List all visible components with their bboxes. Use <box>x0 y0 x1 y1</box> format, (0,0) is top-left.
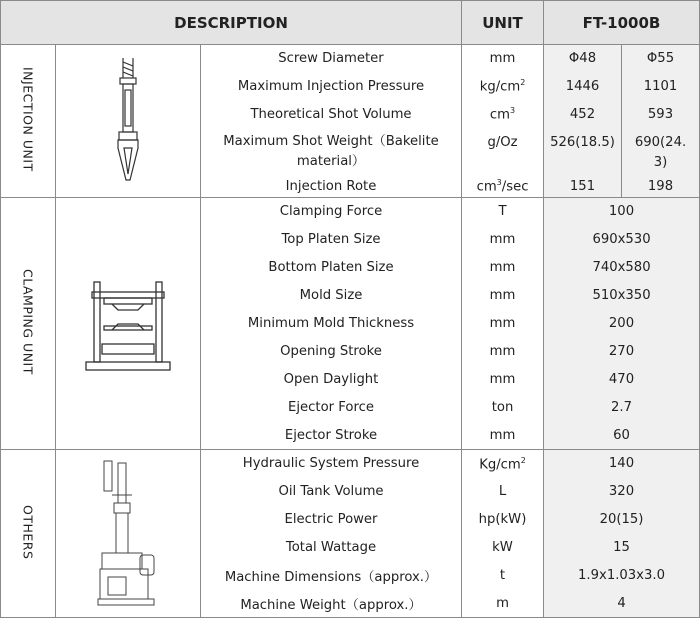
unit-cell: L <box>462 478 544 506</box>
unit-cell: $cm^3$ <box>462 101 544 129</box>
desc-cell: Theoretical Shot Volume <box>201 101 462 129</box>
desc-cell: Ejector Stroke <box>201 422 462 450</box>
value-cell: 470 <box>544 366 700 394</box>
desc-cell: Injection Rote <box>201 176 462 198</box>
value-cell: 15 <box>544 534 700 562</box>
desc-cell: Mold Size <box>201 282 462 310</box>
unit-cell: T <box>462 198 544 226</box>
unit-cell: mm <box>462 282 544 310</box>
value-cell: 526(18.5) <box>544 129 622 176</box>
value-cell: 593 <box>622 101 700 129</box>
unit-header: UNIT <box>462 1 544 45</box>
unit-cell: mm <box>462 226 544 254</box>
table-row <box>1 45 700 73</box>
desc-cell: Clamping Force <box>201 198 462 226</box>
injection-screw-image <box>56 45 201 198</box>
machine-image <box>56 450 201 618</box>
clamping-unit-image <box>56 198 201 450</box>
unit-cell: mm <box>462 338 544 366</box>
value-cell: 100 <box>544 198 700 226</box>
unit-cell: kW <box>462 534 544 562</box>
value-cell: 1101 <box>622 73 700 101</box>
value-cell: Φ55 <box>622 45 700 73</box>
unit-cell: mm <box>462 254 544 282</box>
desc-cell: Total Wattage <box>201 534 462 562</box>
value-cell: 690x530 <box>544 226 700 254</box>
value-cell: 20(15) <box>544 506 700 534</box>
value-cell: 452 <box>544 101 622 129</box>
value-cell: 1446 <box>544 73 622 101</box>
value-cell: 60 <box>544 422 700 450</box>
desc-cell: Maximum Injection Pressure <box>201 73 462 101</box>
desc-cell: Electric Power <box>201 506 462 534</box>
unit-cell: $kg/cm^2$ <box>462 73 544 101</box>
unit-cell: t <box>462 562 544 590</box>
unit-cell: hp(kW) <box>462 506 544 534</box>
unit-cell: mm <box>462 366 544 394</box>
value-cell: 320 <box>544 478 700 506</box>
desc-cell: Machine Dimensions（approx.） <box>201 562 462 590</box>
desc-cell: Open Daylight <box>201 366 462 394</box>
unit-cell: mm <box>462 45 544 73</box>
value-cell: 270 <box>544 338 700 366</box>
desc-cell: Ejector Force <box>201 394 462 422</box>
desc-cell: Minimum Mold Thickness <box>201 310 462 338</box>
value-cell: 1.9x1.03x3.0 <box>544 562 700 590</box>
unit-cell: $cm^3/\sec$ <box>462 176 544 198</box>
unit-cell: mm <box>462 310 544 338</box>
value-cell: Φ48 <box>544 45 622 73</box>
desc-cell: Opening Stroke <box>201 338 462 366</box>
unit-cell: ton <box>462 394 544 422</box>
desc-cell: Top Platen Size <box>201 226 462 254</box>
value-cell: 740x580 <box>544 254 700 282</box>
value-cell: 4 <box>544 590 700 618</box>
description-header: DESCRIPTION <box>1 1 462 45</box>
value-cell: 200 <box>544 310 700 338</box>
model-header: FT-1000B <box>544 1 700 45</box>
table-row <box>1 198 700 226</box>
desc-cell: Machine Weight（approx.） <box>201 590 462 618</box>
section-label-clamping: CLAMPING UNIT <box>1 198 56 450</box>
desc-cell: Bottom Platen Size <box>201 254 462 282</box>
unit-cell: mm <box>462 422 544 450</box>
section-label-injection: INJECTION UNIT <box>1 45 56 198</box>
unit-cell: $Kg/cm^2$ <box>462 450 544 478</box>
value-cell: 2.7 <box>544 394 700 422</box>
header-row <box>1 1 700 45</box>
desc-cell: Hydraulic System Pressure <box>201 450 462 478</box>
value-cell: 690(24.3) <box>622 129 700 176</box>
desc-cell: Screw Diameter <box>201 45 462 73</box>
table-row <box>1 450 700 478</box>
desc-cell: Oil Tank Volume <box>201 478 462 506</box>
desc-cell: Maximum Shot Weight（Bakelite material） <box>201 129 462 176</box>
value-cell: 140 <box>544 450 700 478</box>
section-label-others: OTHERS <box>1 450 56 618</box>
unit-cell: g/Oz <box>462 129 544 176</box>
value-cell: 198 <box>622 176 700 198</box>
value-cell: 510x350 <box>544 282 700 310</box>
unit-cell: m <box>462 590 544 618</box>
value-cell: 151 <box>544 176 622 198</box>
